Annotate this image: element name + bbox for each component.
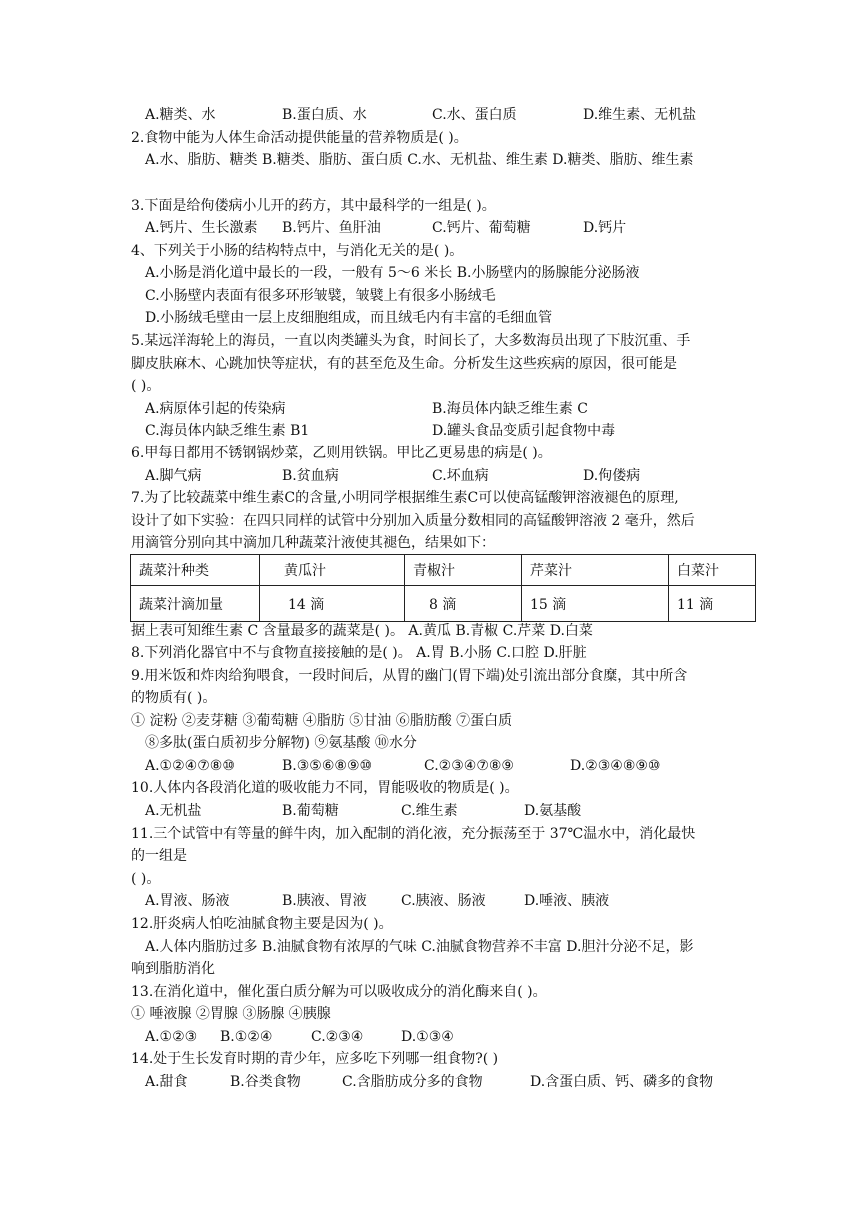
table-cell: 蔬菜汁滴加量: [131, 586, 260, 622]
q9-option-b: B.③⑤⑥⑧⑨⑩: [282, 758, 373, 774]
q9-stem-line2: 的物质有( )。: [131, 690, 217, 706]
table-row: [131, 586, 756, 622]
q9-stem-line1: 9.用米饭和炸肉给狗喂食，一段时间后，从胃的幽门(胃下端)处引流出部分食糜，其中所含: [131, 668, 688, 684]
q1-option-d: D.维生素、无机盐: [583, 107, 697, 123]
q1-option-a: A.糖类、水: [145, 107, 216, 123]
table-cell: 黄瓜汁: [260, 555, 405, 586]
q4-options-line3: D.小肠绒毛壁由一层上皮细胞组成，而且绒毛内有丰富的毛细血管: [145, 310, 553, 326]
table-cell: 15 滴: [522, 586, 669, 622]
q10-option-c: C.维生素: [401, 803, 458, 819]
q6-option-d: D.佝偻病: [583, 468, 641, 484]
q7-stem-line3: 用滴管分别向其中滴加几种蔬菜汁液使其褪色，结果如下：: [131, 535, 495, 551]
q4-stem: 4、下列关于小肠的结构特点中，与消化无关的是( )。: [131, 243, 464, 259]
q5-stem-line2: 脚皮肤麻木、心跳加快等症状，有的甚至危及生命。分析发生这些疾病的原因，很可能是: [131, 356, 677, 372]
q11-stem-line1: 11.三个试管中有等量的鲜牛肉，加入配制的消化液，充分振荡至于 37℃温水中，消化最快: [131, 826, 696, 842]
q13-option-b: B.①②④: [220, 1029, 273, 1045]
q2-stem: 2.食物中能为人体生命活动提供能量的营养物质是( )。: [131, 130, 468, 146]
q5-option-c: C.海员体内缺乏维生素 B1: [145, 423, 310, 439]
q3-option-d: D.钙片: [583, 220, 627, 236]
q9-option-d: D.②③④⑧⑨⑩: [570, 758, 661, 774]
q13-option-c: C.②③④: [311, 1029, 364, 1045]
q3-option-b: B.钙片、鱼肝油: [282, 220, 381, 236]
q5-stem-line1: 5.某远洋海轮上的海员，一直以肉类罐头为食，时间长了，大多数海员出现了下肢沉重、手: [131, 333, 691, 349]
q9-items-line1: ① 淀粉 ②麦芽糖 ③葡萄糖 ④脂肪 ⑤甘油 ⑥脂肪酸 ⑦蛋白质: [131, 713, 513, 729]
q5-option-b: B.海员体内缺乏维生素 C: [432, 401, 588, 417]
q11-option-c: C.胰液、肠液: [401, 893, 486, 909]
q6-option-b: B.贫血病: [282, 468, 339, 484]
q12-stem: 12.肝炎病人怕吃油腻食物主要是因为( )。: [131, 916, 393, 932]
q4-options-line2: C.小肠壁内表面有很多环形皱襞，皱襞上有很多小肠绒毛: [145, 288, 496, 304]
q9-option-a: A.①②④⑦⑧⑩: [145, 758, 235, 774]
q7-question: 据上表可知维生素 C 含量最多的蔬菜是( )。 A.黄瓜 B.青椒 C.芹菜 D.白菜: [131, 623, 593, 639]
q10-option-b: B.葡萄糖: [282, 803, 339, 819]
q11-stem-line3: ( )。: [131, 871, 161, 887]
q6-option-c: C.坏血病: [432, 468, 489, 484]
q9-option-c: C.②③④⑦⑧⑨: [424, 758, 514, 774]
table-cell: 14 滴: [260, 586, 405, 622]
q7-stem-line2: 设计了如下实验：在四只同样的试管中分别加入质量分数相同的高锰酸钾溶液 2 毫升，然后: [131, 513, 695, 529]
q11-option-b: B.胰液、胃液: [282, 893, 367, 909]
q7-stem-line1: 7.为了比较蔬菜中维生素C的含量,小明同学根据维生素C可以使高锰酸钾溶液褪色的原理,: [131, 490, 679, 506]
q10-option-d: D.氨基酸: [524, 803, 582, 819]
q8-line: 8.下列消化器官中不与食物直接接触的是( )。 A.胃 B.小肠 C.口腔 D.肝脏: [131, 645, 587, 661]
table-cell: 11 滴: [669, 586, 756, 622]
q14-stem: 14.处于生长发育时期的青少年，应多吃下列哪一组食物?( ): [131, 1051, 499, 1067]
q3-option-c: C.钙片、葡萄糖: [432, 220, 531, 236]
table-cell: 芹菜汁: [522, 555, 669, 586]
table-cell: 白菜汁: [669, 555, 756, 586]
q9-items-line2: ⑧多肽(蛋白质初步分解物) ⑨氨基酸 ⑩水分: [145, 735, 417, 751]
q14-option-a: A.甜食: [145, 1074, 188, 1090]
q14-option-b: B.谷类食物: [230, 1074, 301, 1090]
q5-option-a: A.病原体引起的传染病: [145, 401, 286, 417]
table-cell: 蔬菜汁种类: [131, 555, 260, 586]
q14-option-c: C.含脂肪成分多的食物: [342, 1074, 483, 1090]
q1-option-c: C.水、蛋白质: [432, 107, 517, 123]
table-cell: 8 滴: [405, 586, 522, 622]
q12-options-line1: A.人体内脂肪过多 B.油腻食物有浓厚的气味 C.油腻食物营养不丰富 D.胆汁分泌不足，影: [145, 939, 694, 955]
q10-stem: 10.人体内各段消化道的吸收能力不同，胃能吸收的物质是( )。: [131, 780, 519, 796]
q13-option-d: D.①③④: [401, 1029, 454, 1045]
table-cell: 青椒汁: [405, 555, 522, 586]
q13-option-a: A.①②③: [145, 1029, 198, 1045]
q14-option-d: D.含蛋白质、钙、磷多的食物: [530, 1074, 714, 1090]
q11-option-d: D.唾液、胰液: [524, 893, 610, 909]
q13-items: ① 唾液腺 ②胃腺 ③肠腺 ④胰腺: [131, 1006, 331, 1022]
q5-stem-line3: ( )。: [131, 378, 161, 394]
q1-option-b: B.蛋白质、水: [282, 107, 367, 123]
q2-options: A.水、脂肪、糖类 B.糖类、脂肪、蛋白质 C.水、无机盐、维生素 D.糖类、脂肪、维生素: [145, 152, 694, 168]
q5-option-d: D.罐头食品变质引起食物中毒: [432, 423, 616, 439]
q10-option-a: A.无机盐: [145, 803, 202, 819]
q12-options-line2: 响到脂肪消化: [131, 961, 215, 977]
q6-stem: 6.甲每日都用不锈钢锅炒菜，乙则用铁锅。甲比乙更易患的病是( )。: [131, 445, 552, 461]
q3-option-a: A.钙片、生长激素: [145, 220, 258, 236]
q11-option-a: A.胃液、肠液: [145, 893, 230, 909]
table-header-row: [131, 555, 756, 586]
q13-stem: 13.在消化道中，催化蛋白质分解为可以吸收成分的消化酶来自( )。: [131, 984, 547, 1000]
vegetable-juice-table: [130, 554, 756, 622]
q4-options-line1: A.小肠是消化道中最长的一段，一般有 5～6 米长 B.小肠壁内的肠腺能分泌肠液: [145, 265, 640, 281]
q6-option-a: A.脚气病: [145, 468, 202, 484]
q3-stem: 3.下面是给佝偻病小儿开的药方，其中最科学的一组是( )。: [131, 198, 496, 214]
q11-stem-line2: 的一组是: [131, 848, 187, 864]
